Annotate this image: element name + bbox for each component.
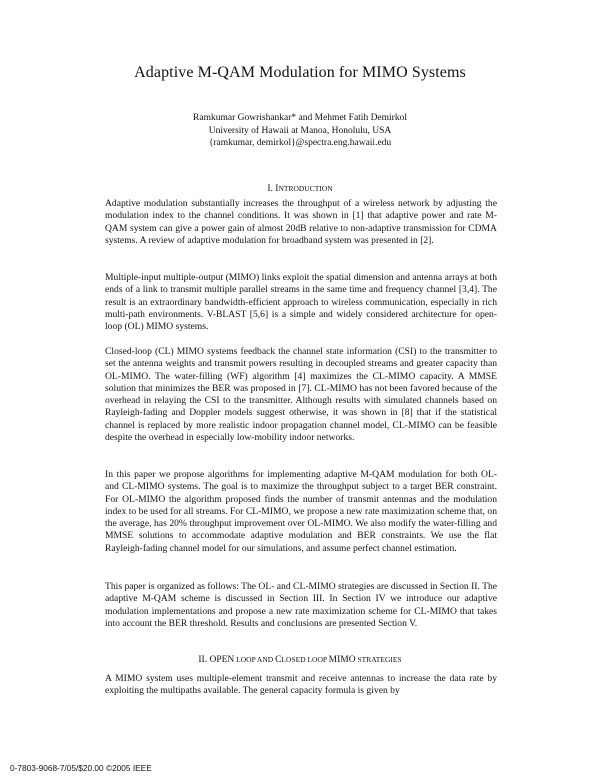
section-heading-introduction xyxy=(0,184,600,194)
intro-paragraph-4: In this paper we propose algorithms for implementing adaptive M-QAM modulation for both OL- and CL-MIMO systems. The goal is to maximize the throughput subject to a target BER constraint. For OL-MIMO the algorithm proposed finds the number of transmit antennas and the modulation index to be used for all streams. For CL-MIMO, we propose a new rate maximization scheme that, on the average, has 20% throughput improvement over OL-MIMO. We also modify the water-filling and MMSE solutions to accommodate adaptive modulation and BER constraints. We use the flat Rayleigh-fading channel model for our simulations, and assume perfect channel estimation. xyxy=(105,469,497,554)
section-title-part: LOOP AND xyxy=(234,655,276,664)
section-title-word-mimo: MIMO xyxy=(328,655,356,665)
author-names: Ramkumar Gowrishankar* and Mehmet Fatih Demirkol xyxy=(193,113,407,123)
section-title-part: LOSED LOOP xyxy=(281,655,329,664)
author-email: {ramkumar, demirkol}@spectra.eng.hawaii.edu xyxy=(208,138,392,148)
section-heading-mimo-strategies xyxy=(0,655,600,665)
intro-paragraph-2: Multiple-input multiple-output (MIMO) links exploit the spatial dimension and antenna arrays at both ends of a link to transmit multiple parallel streams in the same time and frequency channel [3,4]. The result is an extraordinary bandwidth-efficient approach to wireless communication, especially in rich multi-path environments. V-BLAST [5,6] is a simple and widely considered architecture for open-loop (OL) MIMO systems. xyxy=(105,272,497,333)
author-affiliation: University of Hawaii at Manoa, Honolulu, USA xyxy=(208,125,392,136)
section-number: I. xyxy=(267,184,276,194)
section-title-word-open: OPEN xyxy=(209,655,235,665)
section-title-initial: C xyxy=(275,655,282,665)
intro-paragraph-3: Closed-loop (CL) MIMO systems feedback the channel state information (CSI) to the transmitter to set the antenna weights and transmit powers resulting in decoupled streams and greater capacity than OL-MIMO. The water-filling (WF) algorithm [4] maximizes the CL-MIMO capacity. A MMSE solution that minimizes the BER was proposed in [7]. CL-MIMO has not been favored because of the overhead in relaying the CSI to the transmitter. Although results with simulated channels based on Rayleigh-fading and Doppler models suggest otherwise, it was shown in [8] that if the statistical channel is replaced by more realistic indoor propagation channel model, CL-MIMO can be feasible despite the overhead in especially low-mobility indoor networks. xyxy=(105,346,497,444)
intro-paragraph-5: This paper is organized as follows: The OL- and CL-MIMO strategies are discussed in Section II. The adaptive M-QAM scheme is discussed in Section III. In Section IV we introduce our adaptive modulation implementations and propose a new rate maximization scheme for CL-MIMO that takes into account the BER threshold. Results and conclusions are presented Section V. xyxy=(105,581,497,629)
section-title-rest: NTRODUCTION xyxy=(278,184,333,193)
author-block xyxy=(0,112,600,150)
section-title-initial: I xyxy=(275,184,279,194)
section2-paragraph-1: A MIMO system uses multiple-element transmit and receive antennas to increase the data rate by exploiting the multipaths available. The general capacity formula is given by xyxy=(105,673,497,697)
copyright-footer: 0-7803-9068-7/05/$20.00 ©2005 IEEE xyxy=(10,763,152,773)
section-title-part: STRATEGIES xyxy=(355,655,402,664)
section-number: II. xyxy=(198,655,210,665)
intro-paragraph-1: Adaptive modulation substantially increases the throughput of a wireless network by adjusting the modulation index to the channel conditions. It was shown in [1] that adaptive power and rate M-QAM system can give a power gain of almost 20dB relative to non-adaptive transmission for CDMA systems. A review of adaptive modulation for broadband system was presented in [2]. xyxy=(105,198,497,246)
paper-title: Adaptive M-QAM Modulation for MIMO Systems xyxy=(134,64,466,81)
